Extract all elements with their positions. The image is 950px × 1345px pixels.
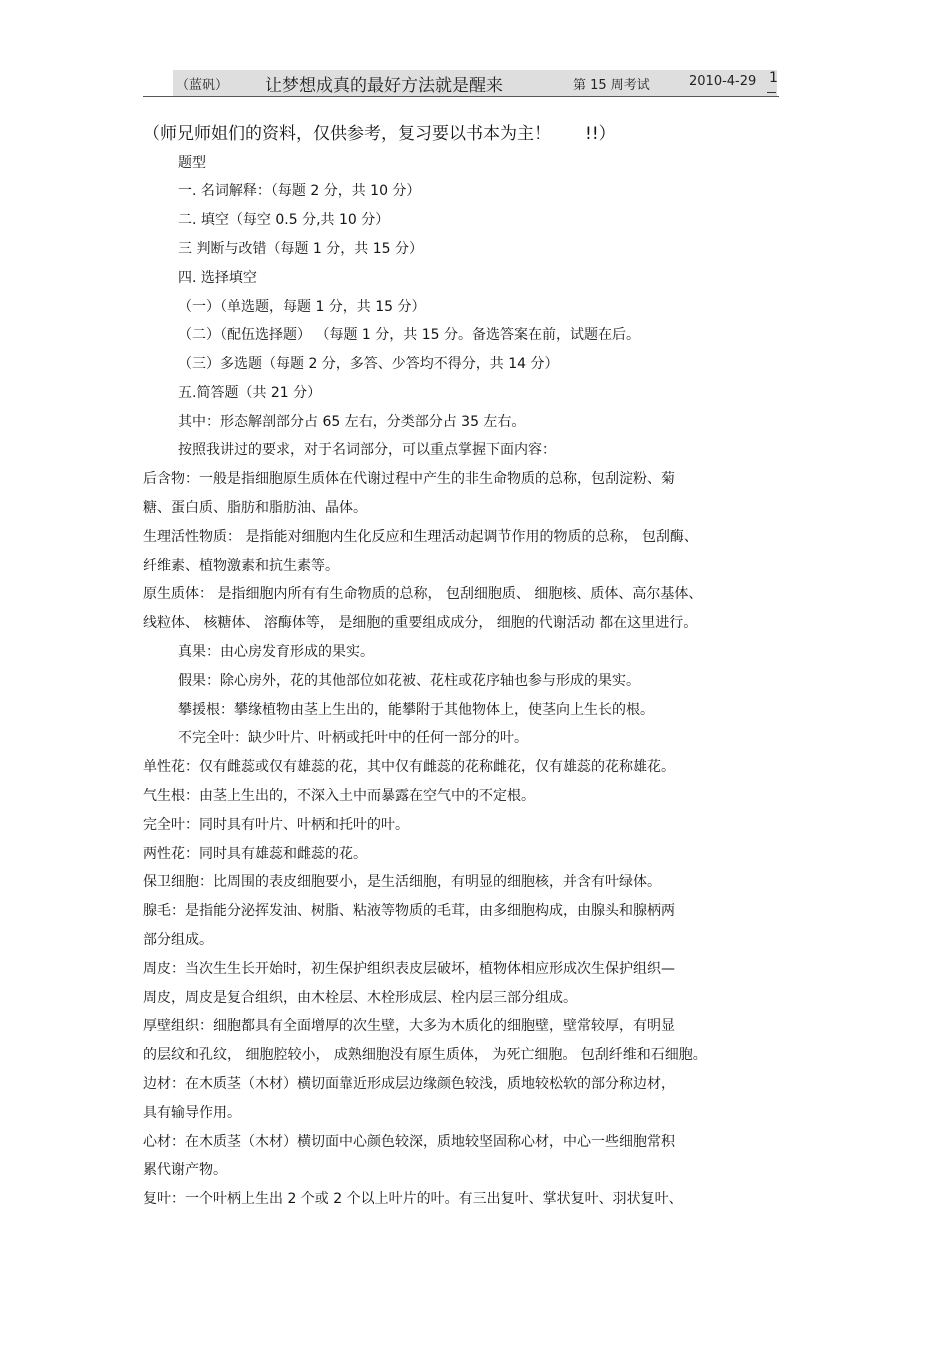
text-line: 腺毛：是指能分泌挥发油、树脂、粘液等物质的毛茸，由多细胞构成，由腺头和腺柄两: [143, 903, 675, 919]
text-line: 边材：在木质茎（木材）横切面靠近形成层边缘颜色较浅，质地较松软的部分称边材，: [143, 1076, 675, 1092]
text-line: 周皮：当次生生长开始时，初生保护组织表皮层破坏，植物体相应形成次生保护组织—: [143, 961, 675, 977]
text-line: 纤维素、植物激素和抗生素等。: [143, 558, 339, 574]
page-number-underline: [767, 92, 776, 93]
text-line: 保卫细胞：比周围的表皮细胞要小，是生活细胞，有明显的细胞核，并含有叶绿体。: [143, 874, 661, 890]
text-line: 三 判断与改错（每题 1 分，共 15 分）: [178, 241, 423, 257]
text-line: 四. 选择填空: [178, 270, 257, 286]
page-number: 1: [769, 70, 778, 86]
text-line: 攀援根：攀缘植物由茎上生出的，能攀附于其他物体上，使茎向上生长的根。: [178, 702, 654, 718]
text-line: 生理活性物质： 是指能对细胞内生化反应和生理活动起调节作用的物质的总称， 包刮酶、: [143, 529, 698, 545]
text-line: 部分组成。: [143, 932, 213, 948]
text-line: 累代谢产物。: [143, 1162, 227, 1178]
header-date: 2010-4-29: [689, 74, 757, 89]
header-tag: （蓝矾）: [176, 78, 229, 93]
text-line: 的层纹和孔纹， 细胞腔较小， 成熟细胞没有原生质体， 为死亡细胞。 包刮纤维和石细胞。: [143, 1047, 707, 1063]
text-line: 不完全叶：缺少叶片、叶柄或托叶中的任何一部分的叶。: [178, 730, 528, 746]
text-line: 厚壁组织：细胞都具有全面增厚的次生壁，大多为木质化的细胞壁，壁常较厚，有明显: [143, 1018, 675, 1034]
text-line: 按照我讲过的要求，对于名词部分，可以重点掌握下面内容：: [178, 442, 556, 458]
text-line: 线粒体、 核糖体、 溶酶体等， 是细胞的重要组成成分， 细胞的代谢活动 都在这里进行。: [143, 615, 698, 631]
text-line: 二. 填空（每空 0.5 分,共 10 分）: [178, 212, 390, 228]
text-line: 两性花：同时具有雄蕊和雌蕊的花。: [143, 846, 367, 862]
header-motto: 让梦想成真的最好方法就是醒来: [265, 76, 503, 96]
text-line: 心材：在木质茎（木材）横切面中心颜色较深，质地较坚固称心材，中心一些细胞常积: [143, 1134, 675, 1150]
text-line: 题型: [178, 155, 206, 171]
text-line: 其中：形态解剖部分占 65 左右，分类部分占 35 左右。: [178, 414, 526, 430]
text-line: 原生质体： 是指细胞内所有有生命物质的总称， 包刮细胞质、 细胞核、质体、高尔基体、: [143, 586, 703, 602]
page-header: [143, 68, 779, 98]
text-line: 一. 名词解释：（每题 2 分，共 10 分）: [178, 183, 421, 199]
text-line: 真果：由心房发育形成的果实。: [178, 644, 374, 660]
text-line: （一）（单选题，每题 1 分，共 15 分）: [178, 299, 426, 315]
intro-note: （师兄师姐们的资料，仅供参考，复习要以书本为主！ !!）: [143, 124, 616, 144]
text-line: 糖、蛋白质、脂肪和脂肪油、晶体。: [143, 500, 367, 516]
text-line: 气生根：由茎上生出的，不深入土中而暴露在空气中的不定根。: [143, 788, 535, 804]
text-line: （二）（配伍选择题） （每题 1 分，共 15 分。备选答案在前，试题在后。: [178, 327, 640, 343]
text-line: 单性花：仅有雌蕊或仅有雄蕊的花，其中仅有雌蕊的花称雌花，仅有雄蕊的花称雄花。: [143, 759, 675, 775]
text-line: （三）多选题（每题 2 分，多答、少答均不得分，共 14 分）: [178, 356, 559, 372]
text-line: 完全叶：同时具有叶片、叶柄和托叶的叶。: [143, 817, 409, 833]
text-line: 假果：除心房外，花的其他部位如花被、花柱或花序轴也参与形成的果实。: [178, 673, 640, 689]
text-line: 后含物：一般是指细胞原生质体在代谢过程中产生的非生命物质的总称，包刮淀粉、菊: [143, 471, 675, 487]
header-rule: [143, 96, 779, 97]
text-line: 五.简答题（共 21 分）: [178, 385, 322, 401]
text-line: 周皮，周皮是复合组织，由木栓层、木栓形成层、栓内层三部分组成。: [143, 990, 577, 1006]
text-line: 复叶：一个叶柄上生出 2 个或 2 个以上叶片的叶。有三出复叶、掌状复叶、羽状复叶、: [143, 1191, 683, 1207]
header-exam: 第 15 周考试: [573, 78, 650, 93]
text-line: 具有输导作用。: [143, 1105, 241, 1121]
